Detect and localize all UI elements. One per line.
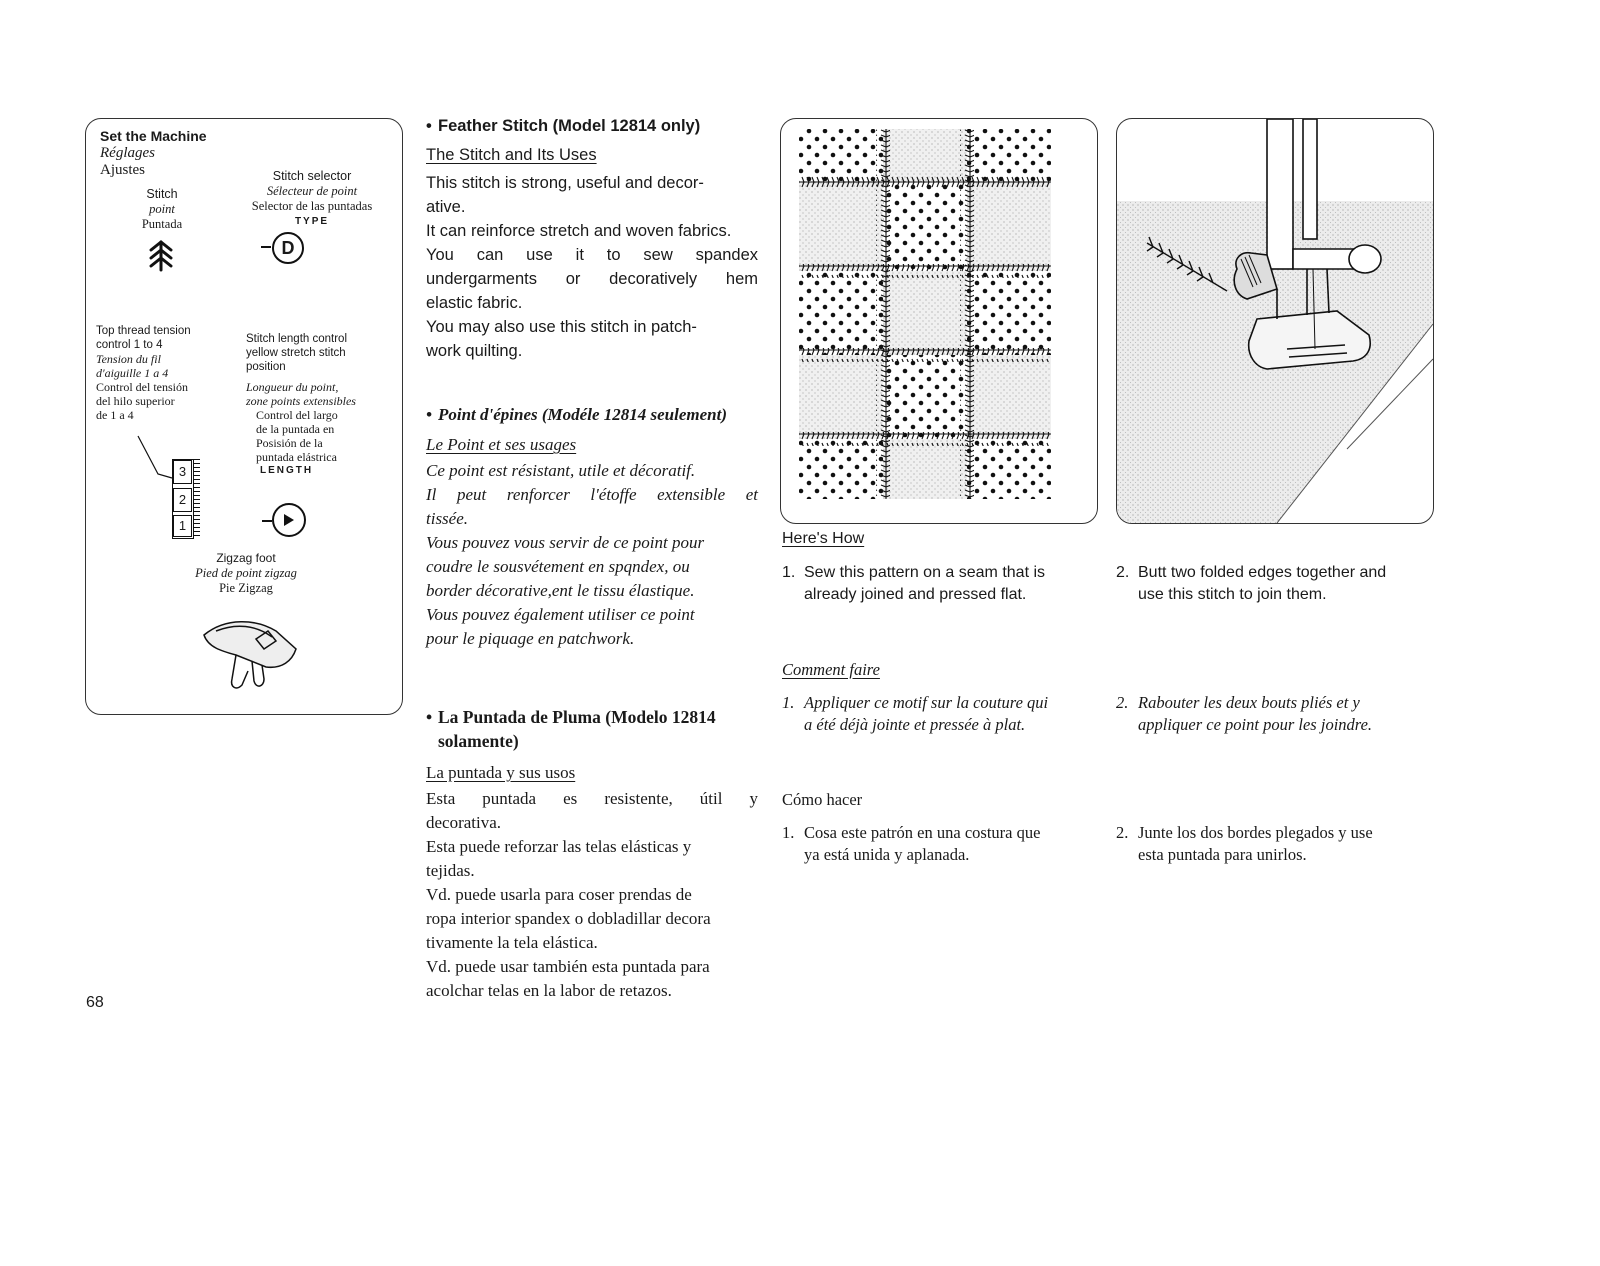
spanish-paragraphs [426,787,758,1003]
quilt-pattern-illustration [780,118,1098,524]
english-subheading: The Stitch and Its Uses [426,146,597,164]
french-line: tissée. [426,509,469,528]
tension-dial-ridges [194,459,200,539]
step-1-fr-line: Appliquer ce motif sur la couture qui [804,693,1049,712]
step-2-en [1116,562,1446,610]
how-heading-fr: Comment faire [782,660,880,679]
step-2-line: Butt two folded edges together and [1138,564,1387,581]
english-line: You can use it to sew spandex [426,246,758,264]
tension-value-3: 3 [173,460,192,484]
step-1-line: already joined and pressed flat. [804,586,1027,603]
english-section [426,117,758,363]
step-2-number: 2. [1116,693,1129,712]
step-1-number: 1. [782,564,796,581]
step-2-fr [1116,692,1446,740]
length-label-es-4: puntada elástrica [256,450,337,464]
spanish-section [426,705,758,1003]
tension-label-fr-2: d'aiguille 1 a 4 [96,366,169,380]
spanish-line: tejidas. [426,861,475,880]
french-section [426,405,758,651]
sewing-foot-illustration [1116,118,1434,524]
stitch-label-en: Stitch [146,187,178,201]
step-1-es-line: Cosa este patrón en una costura que [804,823,1041,842]
step-1-text [804,562,1045,606]
stitch-label-group [126,187,198,232]
tension-label-es-2: del hilo superior [96,394,175,408]
settings-title-es: Ajustes [100,162,145,178]
step-2-fr-line: appliquer ce point pour les joindre. [1138,715,1373,734]
type-dial-pointer [261,246,271,248]
french-paragraphs [426,459,758,651]
spanish-line: ropa interior spandex o dobladillar decora [426,909,711,928]
type-label: TYPE [294,216,330,227]
step-1-fr [782,692,1102,740]
english-heading: • Feather Stitch (Model 12814 only) [426,117,758,136]
foot-label-en: Zigzag foot [216,551,276,565]
step-2-es-text [1138,822,1373,866]
settings-title-en: Set the Machine [100,128,207,144]
settings-title-fr: Réglages [100,145,155,161]
step-1-es [782,822,1102,870]
english-line: ative. [426,198,466,216]
selector-label-group [226,169,398,229]
spanish-line: Vd. puede usarla para coser prendas de [426,885,692,904]
length-label-fr-2: zone points extensibles [246,394,356,408]
french-heading: • Point d'épines (Modéle 12814 seulement) [426,405,758,425]
english-line: You may also use this stitch in patch- [426,318,697,336]
selector-label-fr: Sélecteur de point [266,184,358,198]
play-arrow-icon [282,513,296,527]
step-2-number: 2. [1116,564,1130,581]
stitch-label-es: Puntada [141,217,183,231]
feather-stitch-icon [146,239,176,273]
tension-label-group [96,324,231,422]
step-2-text [1138,562,1386,606]
step-2-fr-line: Rabouter les deux bouts pliés et y [1138,693,1360,712]
spanish-line: Esta puede reforzar las telas elásticas y [426,837,692,856]
step-2-es [1116,822,1446,870]
how-heading-en: Here's How [782,530,865,547]
length-label-es-1: Control del largo [256,408,338,422]
french-subheading: Le Point et ses usages [426,435,577,454]
step-1-es-line: ya está unida y aplanada. [804,845,970,864]
step-1-fr-line: a été déjà jointe et pressée à plat. [804,715,1026,734]
tension-pointer-line [136,434,176,504]
selector-label-en: Stitch selector [272,169,352,183]
tension-value-2: 2 [173,488,192,512]
step-1-fr-text [804,692,1048,736]
french-line: Il peut renforcer l'étoffe extensible et [426,485,758,504]
length-label-es-3: Posisión de la [256,436,323,450]
french-line: border décorative,ent le tissu élastique. [426,581,695,600]
sewing-foot-drawing [1117,119,1433,523]
length-dial-pointer [262,520,272,522]
tension-label-en-1: Top thread tension [96,325,191,337]
spanish-heading-2: solamente) [438,731,519,751]
step-1-es-text [804,822,1040,866]
french-line: Vous pouvez vous servir de ce point pour [426,533,705,552]
foot-label-group [166,551,326,596]
step-2-number: 2. [1116,823,1129,842]
tension-label-es-3: de 1 a 4 [96,408,134,422]
length-dial [272,503,306,537]
spanish-heading-1: • La Puntada de Pluma (Modelo 12814 [426,705,758,729]
length-label-en-1: Stitch length control [246,333,348,345]
tension-dial [172,459,194,539]
english-line: This stitch is strong, useful and decor- [426,174,704,192]
foot-label-es: Pie Zigzag [219,581,273,595]
length-label-es-2: de la puntada en [256,422,335,436]
english-line: It can reinforce stretch and woven fabrics. [426,222,732,240]
spanish-line: Esta puntada es resistente, útil y [426,789,758,808]
spanish-line: decorativa. [426,813,502,832]
english-paragraphs [426,171,758,363]
step-2-es-line: Junte los dos bordes plegados y use [1138,823,1373,842]
how-heading-es: Cómo hacer [782,790,863,809]
step-2-line: use this stitch to join them. [1138,586,1327,603]
spanish-line: acolchar telas en la labor de retazos. [426,981,672,1000]
quilt-pattern-drawing [781,119,1097,523]
step-1-en [782,562,1102,610]
tension-label-fr-1: Tension du fil [96,352,161,366]
french-line: Vous pouvez également utiliser ce point [426,605,695,624]
foot-label-fr: Pied de point zigzag [195,566,297,580]
step-2-fr-text [1138,692,1372,736]
length-label-fr-1: Longueur du point, [246,380,339,394]
spanish-line: Vd. puede usar también esta puntada para [426,957,710,976]
machine-settings-box [85,118,403,715]
length-label: LENGTH [260,465,314,476]
step-2-es-line: esta puntada para unirlos. [1138,845,1307,864]
page-number: 68 [86,994,104,1011]
step-1-line: Sew this pattern on a seam that is [804,564,1046,581]
spanish-line: tivamente la tela elástica. [426,933,598,952]
tension-label-es-1: Control del tensión [96,380,188,394]
length-label-en-2: yellow stretch stitch [246,347,346,359]
stitch-label-fr: point [149,202,175,216]
zigzag-foot-icon [196,609,306,699]
step-1-number: 1. [782,693,795,712]
french-line: Ce point est résistant, utile et décoratif. [426,461,696,480]
length-label-en-3: position [246,361,286,373]
english-line: work quilting. [426,342,523,360]
tension-value-1: 1 [173,515,192,537]
french-line: coudre le sousvétement en spqndex, ou [426,557,690,576]
step-1-number: 1. [782,823,795,842]
english-line: elastic fabric. [426,294,523,312]
selector-label-es: Selector de las puntadas [251,199,373,213]
french-line: pour le piquage en patchwork. [426,629,635,648]
tension-label-en-2: control 1 to 4 [96,339,163,351]
type-dial: D [272,232,304,264]
spanish-subheading: La puntada y sus usos [426,763,576,782]
english-line: undergarments or decoratively hem [426,270,758,288]
length-label-group [246,332,396,478]
